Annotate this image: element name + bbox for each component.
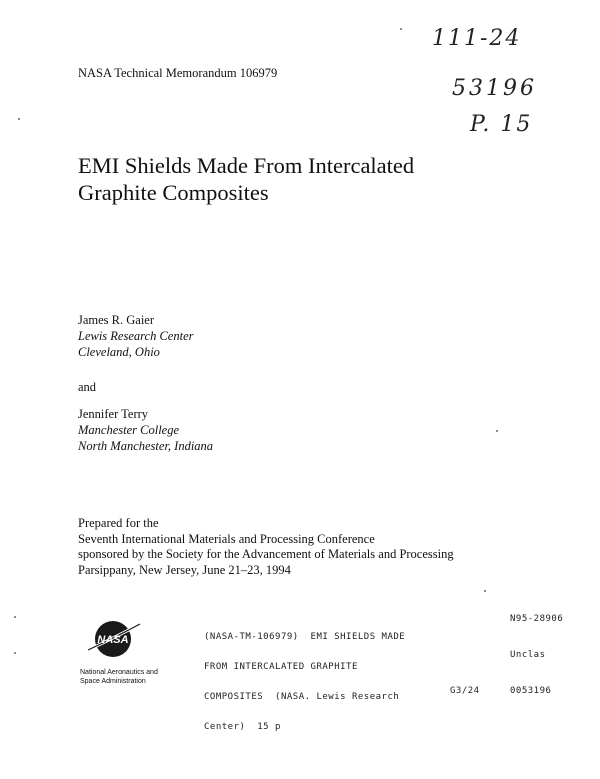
accession-number: N95-28906 [510,614,564,624]
title-line-1: EMI Shields Made From Intercalated [78,153,415,178]
document-id: 0053196 [510,686,552,696]
author-affiliation: Lewis Research Center [78,329,194,343]
logo-wordmark: NASA [97,634,129,646]
handwritten-note-2: 53196 [452,76,537,101]
scan-speck [484,590,486,592]
record-line-3: COMPOSITES (NASA. Lewis Research [204,692,400,702]
prepared-line-1: Prepared for the [78,516,159,530]
scan-speck [400,28,402,30]
subject-category: G3/24 [450,686,480,696]
author-name: James R. Gaier [78,313,155,327]
record-line-4: Center) 15 p [204,722,281,732]
author-block-1 [78,312,194,360]
scan-speck [496,430,498,432]
record-line-2: FROM INTERCALATED GRAPHITE [204,662,358,672]
author-block-2 [78,406,213,454]
agency-line-1: National Aeronautics and [80,669,158,676]
memo-number: NASA Technical Memorandum 106979 [78,66,278,80]
and-separator: and [78,380,97,394]
author-affiliation: Manchester College [78,423,180,437]
scan-speck [14,652,16,654]
handwritten-note-1: 111-24 [432,26,522,51]
nasa-logo-icon [84,618,144,660]
handwritten-note-3: P. 15 [470,112,533,137]
scan-speck [14,616,16,618]
record-line-1: (NASA-TM-106979) EMI SHIELDS MADE [204,632,406,642]
classification-status: Unclas [510,650,546,660]
prepared-line-3: sponsored by the Society for the Advancement of Materials and Processing [78,547,454,561]
author-location: Cleveland, Ohio [78,345,160,359]
prepared-line-2: Seventh International Materials and Processing Conference [78,531,375,546]
agency-name [80,668,158,686]
prepared-for-block [78,516,454,578]
scan-speck [18,118,20,120]
author-name: Jennifer Terry [78,407,149,421]
document-title [78,152,414,206]
title-line-2: Graphite Composites [78,180,269,205]
prepared-line-4: Parsippany, New Jersey, June 21–23, 1994 [78,562,291,577]
catalog-record [204,612,405,742]
author-location: North Manchester, Indiana [78,439,214,453]
agency-line-2: Space Administration [80,678,146,685]
